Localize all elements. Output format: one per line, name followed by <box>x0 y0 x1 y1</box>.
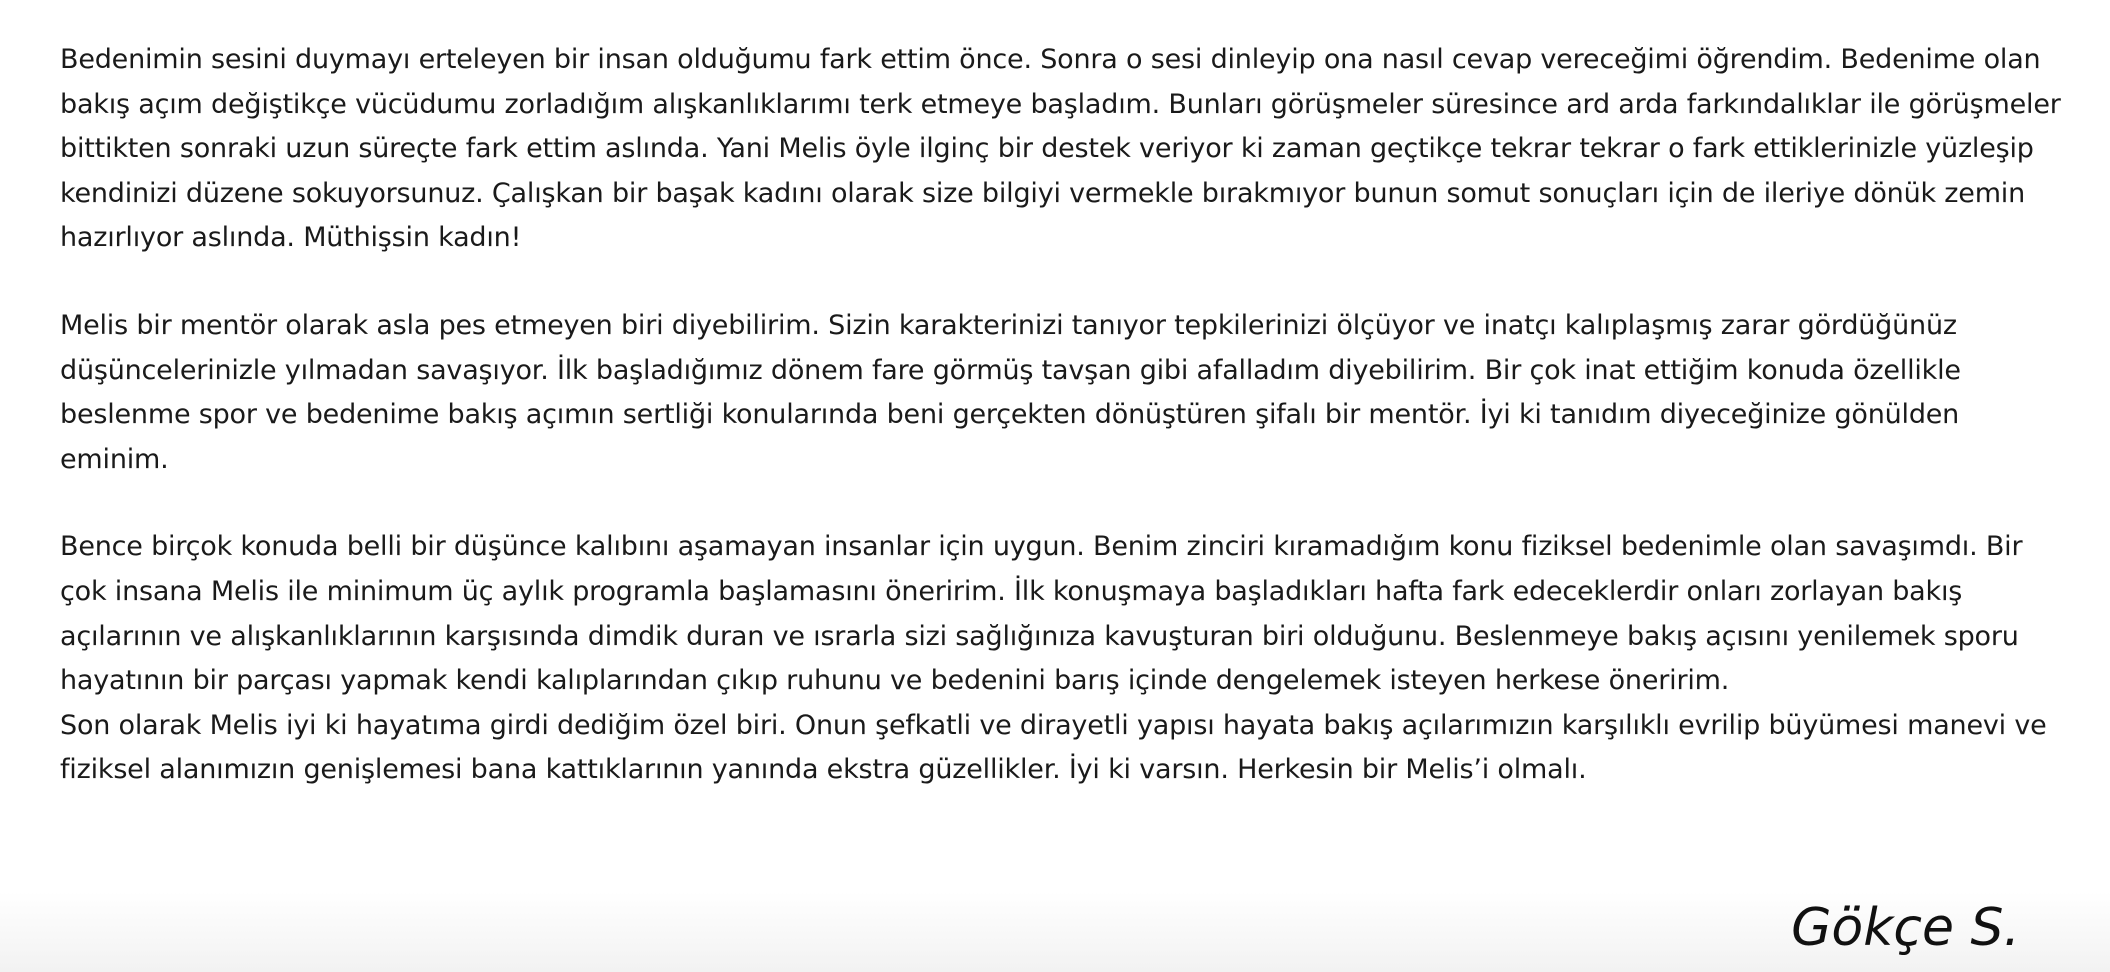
testimonial-paragraph-4: Son olarak Melis iyi ki hayatıma girdi dediğim özel biri. Onun şefkatli ve dirayetli yapısı hayata bakış açılarımızın karşılıklı evrilip büyümesi manevi ve fiziksel alanımızın genişlemesi bana kattıklarının yanında ekstra güzellikler. İyi ki varsın. Herkesin bir Melis’i olmalı. <box>60 709 2047 786</box>
testimonial-text <box>60 38 2070 793</box>
author-signature: Gökçe S. <box>1791 898 2020 958</box>
testimonial-paragraph-1: Bedenimin sesini duymayı erteleyen bir insan olduğumu fark ettim önce. Sonra o sesi dinleyip ona nasıl cevap vereceğimi öğrendim. Bedenime olan bakış açım değiştikçe vücüdumu zorladığım alışkanlıklarımı terk etmeye başladım. Bunları görüşmeler süresince ard arda farkındalıklar ile görüşmeler bittikten sonraki uzun süreçte fark ettim aslında. Yani Melis öyle ilginç bir destek veriyor ki zaman geçtikçe tekrar tekrar o fark ettiklerinizle yüzleşip kendinizi düzene sokuyorsunuz. Çalışkan bir başak kadını olarak size bilgiyi vermekle bırakmıyor bunun somut sonuçları için de ileriye dönük zemin hazırlıyor aslında. Müthişsin kadın! <box>60 44 2061 254</box>
paragraph-spacer <box>60 482 2070 525</box>
testimonial-paragraph-2: Melis bir mentör olarak asla pes etmeyen biri diyebilirim. Sizin karakterinizi tanıyor tepkilerinizi ölçüyor ve inatçı kalıplaşmış zarar gördüğünüz düşüncelerinizle yılmadan savaşıyor. İlk başladığımız dönem fare görmüş tavşan gibi afalladım diyebilirim. Bir çok inat ettiğim konuda özellikle beslenme spor ve bedenime bakış açımın sertliği konularında beni gerçekten dönüştüren şifalı bir mentör. İyi ki tanıdım diyeceğinize gönülden eminim. <box>60 309 1961 475</box>
paragraph-spacer <box>60 261 2070 304</box>
testimonial-paragraph-3: Bence birçok konuda belli bir düşünce kalıbını aşamayan insanlar için uygun. Benim zinciri kıramadığım konu fiziksel bedenimle olan savaşımdı. Bir çok insana Melis ile minimum üç aylık programla başlamasını öneririm. İlk konuşmaya başladıkları hafta fark edeceklerdir onları zorlayan bakış açılarının ve alışkanlıklarının karşısında dimdik duran ve ısrarla sizi sağlığınıza kavuşturan biri olduğunu. Beslenmeye bakış açısını yenilemek sporu hayatının bir parçası yapmak kendi kalıplarından çıkıp ruhunu ve bedenini barış içinde dengelemek isteyen herkese öneririm. <box>60 531 2023 697</box>
